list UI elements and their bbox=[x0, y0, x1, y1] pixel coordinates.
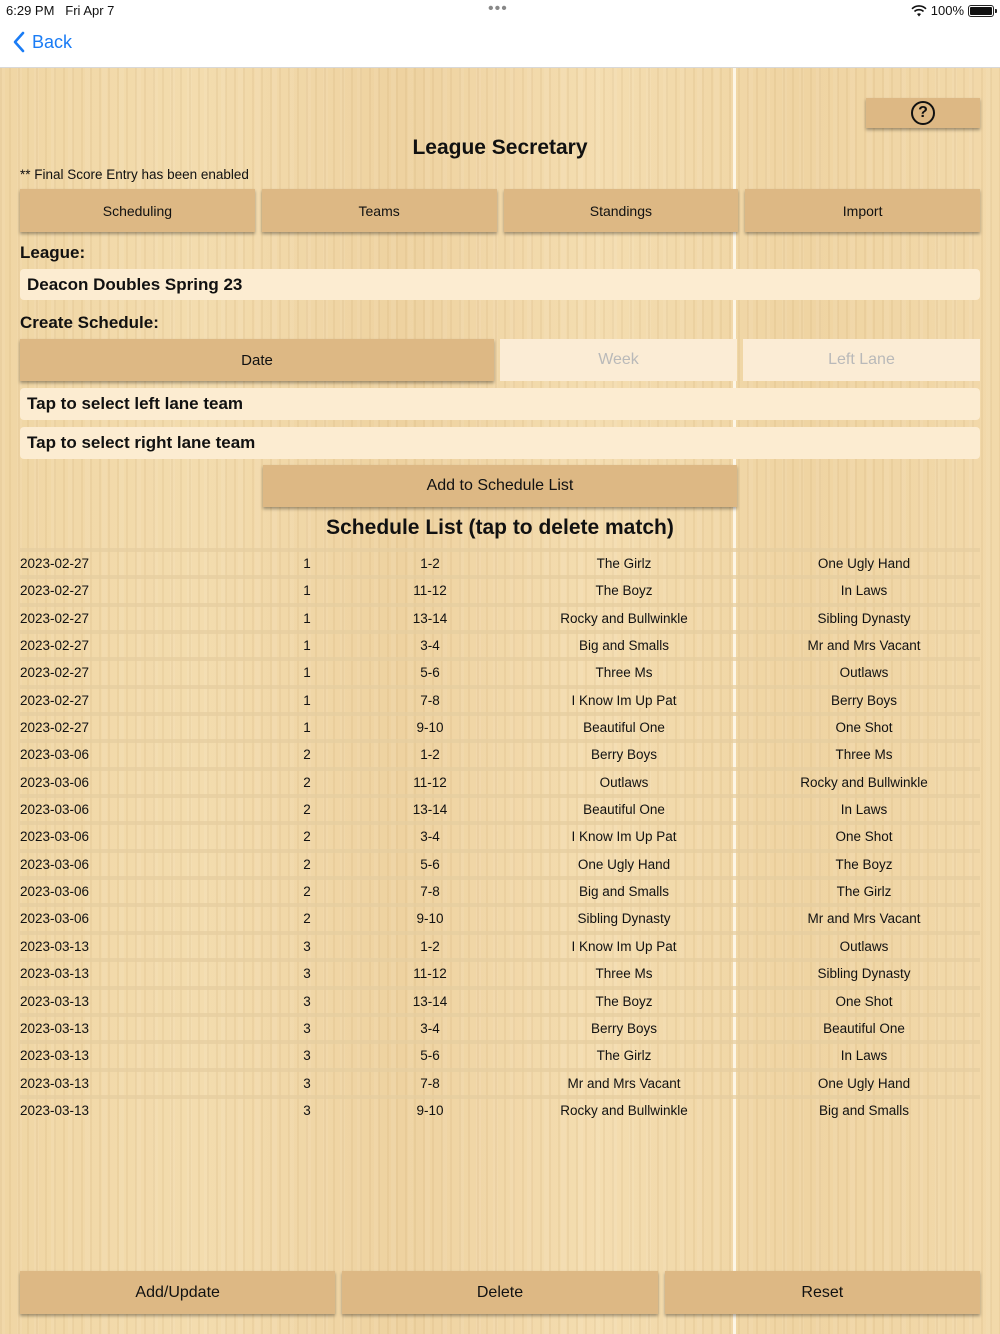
match-date: 2023-02-27 bbox=[20, 638, 90, 654]
match-week: 2 bbox=[303, 884, 311, 900]
league-label: League: bbox=[20, 243, 86, 262]
left-lane-team: Three Ms bbox=[595, 966, 653, 982]
left-lane-button[interactable]: Left Lane bbox=[743, 339, 980, 381]
match-lanes: 13-14 bbox=[412, 802, 448, 818]
schedule-row[interactable] bbox=[20, 739, 980, 766]
schedule-row[interactable] bbox=[20, 1013, 980, 1040]
question-mark-icon: ? bbox=[911, 101, 935, 125]
right-lane-team: One Shot bbox=[835, 993, 893, 1009]
match-date: 2023-02-27 bbox=[20, 610, 90, 626]
left-lane-team-field[interactable]: Tap to select left lane team bbox=[20, 388, 980, 420]
match-lanes: 13-14 bbox=[412, 993, 448, 1009]
match-week: 1 bbox=[303, 692, 311, 708]
schedule-row[interactable] bbox=[20, 903, 980, 930]
left-lane-team: I Know Im Up Pat bbox=[571, 829, 677, 845]
schedule-row[interactable] bbox=[20, 767, 980, 794]
match-date: 2023-03-06 bbox=[20, 774, 90, 790]
right-lane-team: Outlaws bbox=[839, 938, 889, 954]
match-lanes: 3-4 bbox=[420, 1020, 440, 1036]
right-lane-team: Three Ms bbox=[835, 747, 893, 763]
right-lane-team: Sibling Dynasty bbox=[817, 966, 911, 982]
match-date: 2023-03-13 bbox=[20, 966, 90, 982]
schedule-row[interactable] bbox=[20, 657, 980, 684]
match-lanes: 1-2 bbox=[420, 938, 440, 954]
schedule-row[interactable] bbox=[20, 1040, 980, 1067]
match-lanes: 7-8 bbox=[420, 1075, 440, 1091]
right-lane-team: In Laws bbox=[840, 802, 888, 818]
match-lanes: 9-10 bbox=[416, 911, 444, 927]
help-button[interactable] bbox=[866, 98, 980, 128]
schedule-row[interactable] bbox=[20, 849, 980, 876]
schedule-row[interactable] bbox=[20, 630, 980, 657]
back-button[interactable] bbox=[12, 31, 72, 53]
left-lane-team: I Know Im Up Pat bbox=[571, 938, 677, 954]
match-lanes: 7-8 bbox=[420, 884, 440, 900]
match-lanes: 1-2 bbox=[420, 556, 440, 571]
left-lane-team: Sibling Dynasty bbox=[577, 911, 671, 927]
match-week: 2 bbox=[303, 802, 311, 818]
battery-percent: 100% bbox=[930, 3, 964, 18]
schedule-row[interactable] bbox=[20, 986, 980, 1013]
right-lane-team: Mr and Mrs Vacant bbox=[807, 638, 921, 654]
left-lane-team: Rocky and Bullwinkle bbox=[560, 1102, 688, 1118]
right-lane-team: One Shot bbox=[835, 829, 893, 845]
match-week: 3 bbox=[303, 966, 311, 982]
left-lane-team: Three Ms bbox=[595, 665, 653, 681]
create-schedule-label: Create Schedule: bbox=[20, 313, 159, 332]
right-lane-team: The Girlz bbox=[836, 884, 892, 900]
schedule-row[interactable] bbox=[20, 603, 980, 630]
left-lane-team: The Girlz bbox=[596, 556, 652, 571]
schedule-list-title: Schedule List (tap to delete match) bbox=[326, 516, 674, 539]
schedule-row[interactable] bbox=[20, 575, 980, 602]
right-lane-team: One Ugly Hand bbox=[817, 1075, 911, 1091]
league-field[interactable]: Deacon Doubles Spring 23 bbox=[20, 269, 980, 300]
schedule-row[interactable] bbox=[20, 548, 980, 575]
right-lane-team: Big and Smalls bbox=[818, 1102, 910, 1118]
left-lane-team: Rocky and Bullwinkle bbox=[560, 610, 688, 626]
match-week: 1 bbox=[303, 638, 311, 654]
match-lanes: 3-4 bbox=[420, 638, 440, 654]
match-date: 2023-03-06 bbox=[20, 911, 90, 927]
schedule-row[interactable] bbox=[20, 685, 980, 712]
right-lane-team: In Laws bbox=[840, 583, 888, 599]
left-lane-team: The Girlz bbox=[596, 1048, 652, 1064]
match-week: 1 bbox=[303, 610, 311, 626]
status-right bbox=[911, 3, 994, 18]
match-lanes: 5-6 bbox=[420, 665, 440, 681]
status-date: Fri Apr 7 bbox=[65, 3, 115, 18]
match-date: 2023-02-27 bbox=[20, 583, 90, 599]
match-lanes: 5-6 bbox=[420, 1048, 440, 1064]
status-time-text: 6:29 PM bbox=[6, 3, 55, 18]
match-lanes: 13-14 bbox=[412, 610, 448, 626]
match-date: 2023-03-13 bbox=[20, 1048, 90, 1064]
match-lanes: 9-10 bbox=[416, 720, 444, 736]
right-lane-team: Sibling Dynasty bbox=[817, 610, 911, 626]
match-date: 2023-02-27 bbox=[20, 692, 90, 708]
schedule-list bbox=[20, 548, 980, 1122]
schedule-row[interactable] bbox=[20, 876, 980, 903]
right-lane-team: Beautiful One bbox=[823, 1020, 905, 1036]
wood-background bbox=[0, 68, 1000, 1334]
schedule-row[interactable] bbox=[20, 821, 980, 848]
page-title: League Secretary bbox=[412, 136, 588, 159]
nav-bar bbox=[0, 22, 1000, 68]
match-date: 2023-03-06 bbox=[20, 747, 90, 763]
match-week: 3 bbox=[303, 938, 311, 954]
right-lane-team: One Ugly Hand bbox=[817, 556, 911, 571]
tab-import[interactable]: Import bbox=[745, 189, 980, 232]
match-week: 3 bbox=[303, 1048, 311, 1064]
left-lane-team: Berry Boys bbox=[590, 747, 658, 763]
left-lane-team: Outlaws bbox=[599, 774, 649, 790]
reset-button[interactable]: Reset bbox=[665, 1271, 980, 1314]
schedule-row[interactable] bbox=[20, 712, 980, 739]
left-lane-team: One Ugly Hand bbox=[577, 856, 671, 872]
final-score-notice: ** Final Score Entry has been enabled bbox=[20, 167, 249, 182]
match-lanes: 11-12 bbox=[413, 583, 447, 599]
wifi-icon bbox=[911, 5, 927, 17]
delete-button[interactable]: Delete bbox=[342, 1271, 657, 1314]
main-tabs bbox=[20, 189, 980, 232]
schedule-row[interactable] bbox=[20, 1095, 980, 1122]
match-date: 2023-03-13 bbox=[20, 938, 90, 954]
match-week: 3 bbox=[303, 1020, 311, 1036]
match-date: 2023-03-13 bbox=[20, 1102, 90, 1118]
match-week: 2 bbox=[303, 774, 311, 790]
battery-icon bbox=[968, 5, 994, 17]
tab-scheduling[interactable]: Scheduling bbox=[20, 189, 255, 232]
match-date: 2023-02-27 bbox=[20, 720, 90, 736]
match-week: 2 bbox=[303, 747, 311, 763]
status-bar bbox=[0, 0, 1000, 22]
right-lane-team-field[interactable]: Tap to select right lane team bbox=[20, 427, 980, 459]
right-lane-team: One Shot bbox=[835, 720, 893, 736]
left-lane-team: Beautiful One bbox=[583, 802, 665, 818]
match-lanes: 9-10 bbox=[416, 1102, 444, 1118]
left-lane-team: I Know Im Up Pat bbox=[571, 692, 677, 708]
multitasking-dots-icon[interactable]: ••• bbox=[488, 0, 508, 17]
match-lanes: 3-4 bbox=[420, 829, 440, 845]
match-week: 2 bbox=[303, 911, 311, 927]
right-lane-team: Berry Boys bbox=[830, 692, 898, 708]
match-lanes: 5-6 bbox=[420, 856, 440, 872]
schedule-row[interactable] bbox=[20, 931, 980, 958]
add-update-button[interactable]: Add/Update bbox=[20, 1271, 335, 1314]
match-week: 3 bbox=[303, 1102, 311, 1118]
back-label: Back bbox=[32, 31, 73, 52]
left-lane-team: Berry Boys bbox=[590, 1020, 658, 1036]
match-date: 2023-03-06 bbox=[20, 884, 90, 900]
match-date: 2023-03-06 bbox=[20, 802, 90, 818]
right-lane-team: Outlaws bbox=[839, 665, 889, 681]
match-date: 2023-02-27 bbox=[20, 556, 90, 571]
match-week: 1 bbox=[303, 556, 311, 571]
schedule-segment bbox=[20, 339, 980, 381]
week-button[interactable]: Week bbox=[500, 339, 737, 381]
right-lane-team: The Boyz bbox=[835, 856, 893, 872]
left-lane-team: Big and Smalls bbox=[578, 884, 670, 900]
match-date: 2023-03-13 bbox=[20, 993, 90, 1009]
left-lane-team: Big and Smalls bbox=[578, 638, 670, 654]
left-lane-team: The Boyz bbox=[595, 993, 653, 1009]
bottom-toolbar bbox=[20, 1271, 980, 1314]
right-lane-team: In Laws bbox=[840, 1048, 888, 1064]
tab-standings[interactable]: Standings bbox=[504, 189, 739, 232]
match-date: 2023-02-27 bbox=[20, 665, 90, 681]
left-lane-team: The Boyz bbox=[595, 583, 653, 599]
schedule-row[interactable] bbox=[20, 794, 980, 821]
right-lane-team: Mr and Mrs Vacant bbox=[807, 911, 921, 927]
schedule-row[interactable] bbox=[20, 958, 980, 985]
chevron-left-icon bbox=[12, 31, 26, 53]
match-lanes: 1-2 bbox=[420, 747, 440, 763]
left-lane-team: Beautiful One bbox=[583, 720, 665, 736]
match-date: 2023-03-06 bbox=[20, 829, 90, 845]
schedule-row[interactable] bbox=[20, 1068, 980, 1095]
status-time bbox=[6, 3, 114, 18]
match-week: 1 bbox=[303, 583, 311, 599]
left-lane-team: Mr and Mrs Vacant bbox=[567, 1075, 681, 1091]
match-week: 1 bbox=[303, 665, 311, 681]
add-to-schedule-button[interactable]: Add to Schedule List bbox=[263, 465, 737, 507]
match-week: 3 bbox=[303, 1075, 311, 1091]
match-date: 2023-03-13 bbox=[20, 1075, 90, 1091]
date-button[interactable]: Date bbox=[20, 339, 494, 381]
match-week: 2 bbox=[303, 856, 311, 872]
match-lanes: 7-8 bbox=[420, 692, 440, 708]
tab-teams[interactable]: Teams bbox=[262, 189, 497, 232]
match-week: 1 bbox=[303, 720, 311, 736]
match-date: 2023-03-13 bbox=[20, 1020, 90, 1036]
match-lanes: 11-12 bbox=[413, 774, 447, 790]
match-week: 3 bbox=[303, 993, 311, 1009]
right-lane-team: Rocky and Bullwinkle bbox=[800, 774, 928, 790]
match-date: 2023-03-06 bbox=[20, 856, 90, 872]
match-week: 2 bbox=[303, 829, 311, 845]
match-lanes: 11-12 bbox=[413, 966, 447, 982]
